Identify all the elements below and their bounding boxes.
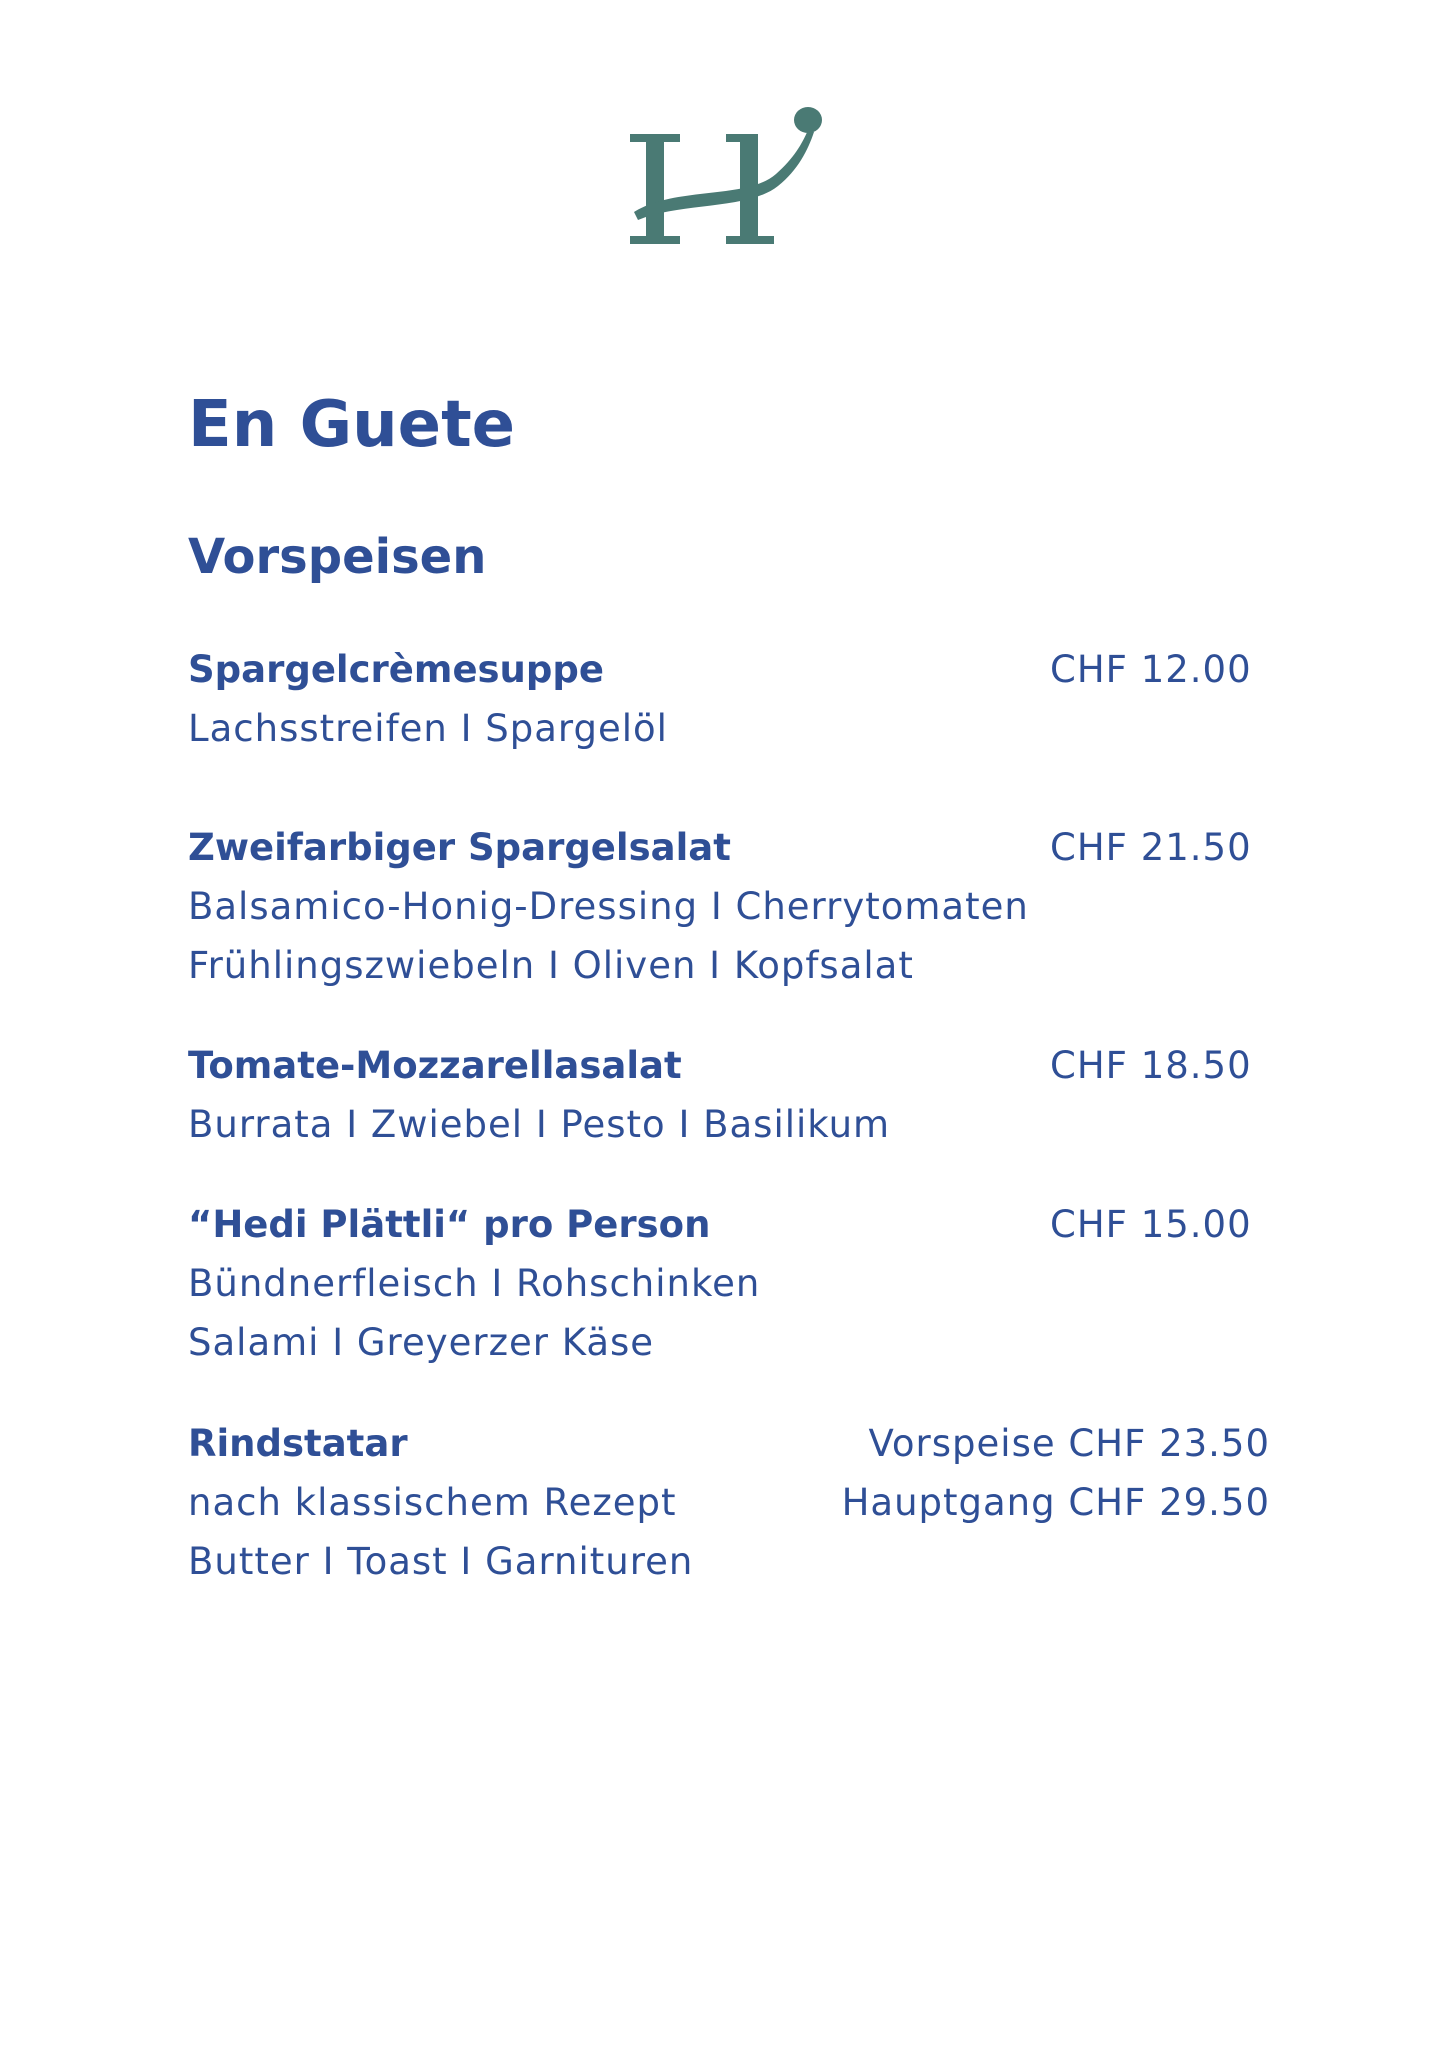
item-price: CHF 18.50 bbox=[1050, 1044, 1252, 1087]
item-description: nach klassischem Rezept bbox=[188, 1481, 677, 1524]
item-price-starter: Vorspeise CHF 23.50 bbox=[868, 1422, 1270, 1465]
item-name: Rindstatar bbox=[188, 1422, 408, 1465]
section-title: Vorspeisen bbox=[188, 529, 487, 585]
item-description: Bündnerfleisch I Rohschinken bbox=[188, 1262, 761, 1305]
item-name: Zweifarbiger Spargelsalat bbox=[188, 826, 731, 869]
item-price: CHF 15.00 bbox=[1050, 1203, 1252, 1246]
page-title: En Guete bbox=[188, 388, 516, 462]
item-description: Butter I Toast I Garnituren bbox=[188, 1540, 694, 1583]
item-price-main: Hauptgang CHF 29.50 bbox=[841, 1481, 1270, 1524]
item-description: Salami I Greyerzer Käse bbox=[188, 1321, 655, 1364]
item-name: Spargelcrèmesuppe bbox=[188, 648, 604, 691]
item-description: Frühlingszwiebeln I Oliven I Kopfsalat bbox=[188, 944, 914, 987]
item-price: CHF 21.50 bbox=[1050, 826, 1252, 869]
item-description: Burrata I Zwiebel I Pesto I Basilikum bbox=[188, 1103, 891, 1146]
item-price: CHF 12.00 bbox=[1050, 648, 1252, 691]
item-name: “Hedi Plättli“ pro Person bbox=[188, 1203, 711, 1246]
item-name: Tomate-Mozzarellasalat bbox=[188, 1044, 682, 1087]
item-description: Lachsstreifen I Spargelöl bbox=[188, 707, 668, 750]
item-description: Balsamico-Honig-Dressing I Cherrytomaten bbox=[188, 885, 1029, 928]
h-logo-icon bbox=[626, 104, 832, 254]
